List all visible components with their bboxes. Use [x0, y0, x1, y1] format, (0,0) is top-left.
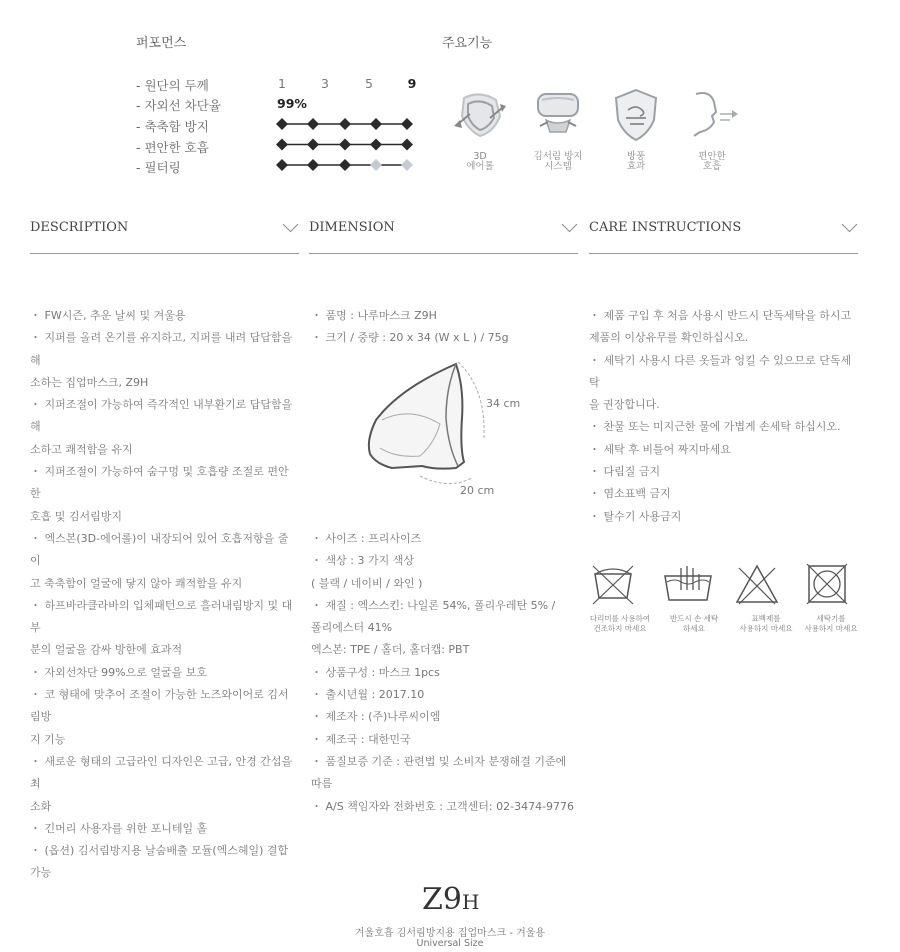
description-line: 가능 — [30, 866, 52, 880]
description-line: 해 — [30, 420, 41, 434]
rating-diamond — [339, 159, 351, 171]
divider — [30, 253, 299, 254]
dimension-bottom-line: 폴리에스터 41% — [311, 621, 393, 635]
rating-diamond — [276, 139, 288, 151]
scale-3: 3 — [321, 76, 329, 91]
description-line: ・ 자외선차단 99%으로 얼굴을 보호 — [30, 665, 207, 679]
description-line: 분의 얼굴을 감싸 방한에 효과적 — [30, 643, 183, 657]
dimension-bottom-line: 따름 — [311, 777, 333, 791]
care-line: ・ 세탁 후 비틀어 짜지마세요 — [589, 442, 731, 456]
description-line: 림방 — [30, 710, 52, 724]
care-caption: 다리미를 사용하여 건조하지 마세요 — [589, 614, 651, 633]
shield-wind-icon — [606, 86, 666, 144]
divider — [589, 253, 858, 254]
tab-description[interactable]: DESCRIPTION — [30, 220, 129, 235]
description-line: 소하고 쾌적함을 유지 — [30, 442, 133, 456]
description-line: ・ FW시즌, 추운 날씨 및 겨울용 — [30, 309, 186, 322]
feature-caption: 김서림 방지 시스템 — [533, 151, 583, 172]
dimension-specs-bottom — [311, 528, 574, 818]
rating-diamond — [339, 118, 351, 130]
description-line: ・ 긴머리 사용자를 위한 포니테일 홀 — [30, 821, 208, 835]
dimension-bottom-line: ・ 품질보증 기준 : 관련법 및 소비자 분쟁해결 기준에 — [311, 754, 567, 768]
description-line: 최 — [30, 777, 41, 791]
scale-9: 9 — [407, 76, 417, 91]
brand-small: H — [461, 890, 480, 914]
description-line: ・ 지퍼조절이 가능하여 즉각적인 내부환기로 답답함을 — [30, 398, 293, 412]
scale-1: 1 — [278, 76, 286, 91]
care-text — [589, 305, 851, 528]
rating-diamond — [370, 139, 382, 151]
perf-label-filtering: - 필터링 — [136, 160, 181, 175]
rating-diamond — [276, 118, 288, 130]
description-line: 한 — [30, 487, 41, 501]
tab-dimension[interactable]: DIMENSION — [309, 220, 395, 235]
rating-diamond — [307, 118, 319, 130]
feature-windproof — [596, 86, 676, 172]
dimension-bottom-line: ・ 출시년월 : 2017.10 — [311, 688, 425, 702]
length-label: 34 cm — [486, 397, 521, 410]
brand-main: Z9 — [422, 882, 462, 917]
no-machine-dry-icon — [803, 562, 851, 606]
rating-diamond — [401, 159, 413, 171]
rating-diamond — [370, 159, 382, 171]
perf-label-breathing: - 편안한 호흡 — [136, 140, 209, 155]
product-subtitle: 겨울호흡 김서림방지용 집업마스크 - 겨울용 — [354, 928, 546, 939]
description-line: 이 — [30, 554, 41, 568]
dimension-bottom-line: ・ 사이즈 : 프리사이즈 — [311, 532, 422, 545]
description-line: ・ 하프바라클라바의 입체패턴으로 흘러내림방지 및 대 — [30, 598, 293, 612]
description-text — [30, 305, 292, 885]
scale-5: 5 — [365, 76, 373, 91]
features-title: 주요기능 — [442, 36, 493, 51]
brand-logo — [422, 882, 479, 917]
care-icon-no-bleach — [733, 562, 793, 610]
tab-care-instructions[interactable]: CARE INSTRUCTIONS — [589, 220, 742, 235]
feature-3d-airol — [440, 86, 520, 172]
perf-label-thickness: - 원단의 두께 — [136, 78, 209, 93]
dimension-bottom-line: ・ 재질 : 엑스스킨: 나일론 54%, 폴리우레탄 5% / — [311, 598, 556, 612]
care-caption: 반드시 손 세탁 하세요 — [669, 614, 719, 633]
goggles-icon — [528, 86, 588, 144]
description-line: ・ 지퍼조절이 가능하여 숨구멍 및 호흡량 조절로 편안 — [30, 465, 289, 479]
rating-diamond — [401, 118, 413, 130]
breathing-face-icon — [682, 86, 742, 144]
mask-3d-icon — [450, 86, 510, 144]
care-line: 탁 — [589, 375, 600, 389]
rating-diamond — [401, 139, 413, 151]
perf-label-moisture: - 축축함 방지 — [136, 119, 209, 134]
care-line: 제품의 이상유무를 확인하십시오. — [589, 331, 749, 345]
performance-title: 퍼포먼스 — [136, 36, 187, 51]
care-line: ・ 찬물 또는 미지근한 물에 가볍게 손세탁 하십시오. — [589, 420, 841, 434]
description-line: ・ 코 형태에 맞추어 조절이 가능한 노즈와이어로 김서 — [30, 688, 289, 702]
feature-caption: 편안한 호흡 — [698, 151, 726, 172]
care-caption: 세탁기를 사용하지 마세요 — [804, 614, 858, 633]
care-line: ・ 다림질 금지 — [589, 465, 661, 479]
no-tumble-dry-icon — [589, 562, 637, 606]
description-line: ・ 지퍼를 올려 온기를 유지하고, 지퍼를 내려 답답함을 — [30, 331, 293, 345]
dimension-bottom-line: ・ A/S 책임자와 전화번호 : 고객센터: 02-3474-9776 — [311, 799, 575, 813]
product-size: Universal Size — [416, 938, 484, 949]
dimension-bottom-line: ・ 색상 : 3 가지 색상 — [311, 554, 414, 568]
dimension-bottom-line: ・ 제조자 : (주)나루씨이엠 — [311, 710, 441, 724]
dimension-top-line: ・ 크기 / 중량 : 20 x 34 (W x L ) / 75g — [311, 331, 509, 345]
description-line: 부 — [30, 621, 41, 635]
description-line: 호흡 및 김서림방지 — [30, 509, 123, 523]
care-icon-no-tumble — [589, 562, 649, 610]
rating-diamond — [339, 139, 351, 151]
care-icon-hand-wash — [661, 562, 721, 610]
description-line: ・ 엑스본(3D-에어롤)이 내장되어 있어 호흡저항을 줄 — [30, 531, 289, 545]
care-line: ・ 세탁기 사용시 다른 옷들과 엉킬 수 있으므로 단독세 — [589, 353, 852, 367]
care-icon-no-machine — [803, 562, 863, 610]
care-line: ・ 탈수기 사용금지 — [589, 509, 682, 523]
dimension-specs-top — [311, 305, 509, 350]
chevron-down-icon[interactable] — [562, 217, 578, 233]
chevron-down-icon[interactable] — [842, 217, 858, 233]
description-line: ・ 새로운 형태의 고급라인 디자인은 고급, 안경 간섭을 — [30, 754, 293, 768]
rating-diamond — [307, 159, 319, 171]
care-line: ・ 염소표백 금지 — [589, 487, 671, 501]
description-line: ・ (옵션) 김서림방지용 날숨배출 모듈(엑스헤일) 결합 — [30, 844, 289, 858]
no-bleach-icon — [733, 562, 781, 606]
description-line: 고 축축함이 얼굴에 닿지 않아 쾌적함을 유지 — [30, 576, 243, 590]
rating-diamond — [276, 159, 288, 171]
care-line: ・ 제품 구입 후 처음 사용시 반드시 단독세탁을 하시고 — [589, 309, 852, 322]
feature-caption: 방풍 효과 — [626, 151, 646, 172]
care-line: 을 권장합니다. — [589, 398, 660, 412]
feature-comfort-breathing — [672, 86, 752, 172]
care-caption: 표백제를 사용하지 마세요 — [739, 614, 793, 633]
chevron-down-icon[interactable] — [283, 217, 299, 233]
uv-value: 99% — [277, 96, 307, 111]
rating-diamond — [370, 118, 382, 130]
dimension-bottom-line: ( 블랙 / 네이비 / 와인 ) — [311, 576, 423, 590]
feature-anti-fog — [518, 86, 598, 172]
perf-label-uv: - 자외선 차단율 — [136, 98, 221, 113]
description-line: 지 기능 — [30, 732, 66, 746]
mask-dimension-diagram — [360, 358, 525, 508]
description-line: 소화 — [30, 799, 52, 813]
description-line: 소하는 집업마스크, Z9H — [30, 375, 149, 389]
description-line: 해 — [30, 353, 41, 367]
rating-diamonds — [270, 110, 420, 175]
dimension-bottom-line: 엑스본: TPE / 홀더, 홀더캡: PBT — [311, 643, 470, 657]
dimension-bottom-line: ・ 상품구성 : 마스크 1pcs — [311, 665, 440, 679]
divider — [309, 253, 578, 254]
dimension-bottom-line: ・ 제조국 : 대한민국 — [311, 732, 411, 746]
hand-wash-icon — [661, 562, 715, 606]
rating-diamond — [307, 139, 319, 151]
feature-caption: 3D 에어롤 — [466, 151, 494, 172]
width-label: 20 cm — [460, 484, 495, 497]
dimension-top-line: ・ 품명 : 나루마스크 Z9H — [311, 309, 437, 322]
